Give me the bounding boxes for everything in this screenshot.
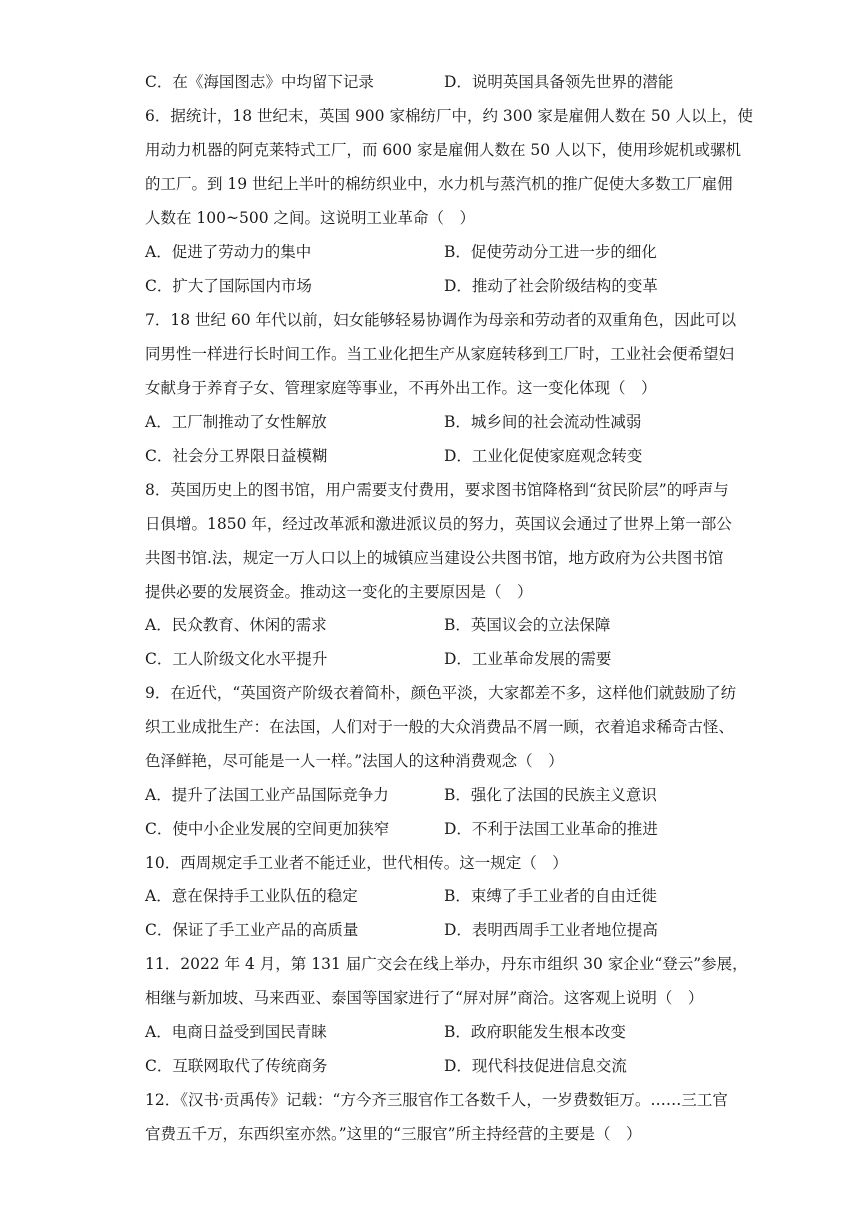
option-q6-a: A．促进了劳动力的集中 xyxy=(145,243,312,261)
option-q6-d: D．推动了社会阶级结构的变革 xyxy=(444,277,658,295)
option-q8-c: C．工人阶级文化水平提升 xyxy=(145,650,328,668)
question-9-stem-line: 织工业成批生产：在法国，人们对于一般的大众消费品不屑一顾，衣着追求稀奇古怪、 xyxy=(145,718,735,736)
option-q7-c: C．社会分工界限日益模糊 xyxy=(145,447,328,465)
option-q8-d: D．工业革命发展的需要 xyxy=(444,650,612,668)
option-q9-a: A．提升了法国工业产品国际竞争力 xyxy=(145,786,389,804)
question-8-stem-line: 日俱增。1850 年，经过改革派和激进派议员的努力，英国议会通过了世界上第一部公 xyxy=(145,515,732,533)
question-6-stem-line: 用动力机器的阿克莱特式工厂，而 600 家是雇佣人数在 50 人以下，使用珍妮机或骡机 xyxy=(145,141,742,159)
option-q5-c: C．在《海国图志》中均留下记录 xyxy=(145,73,374,91)
option-q9-d: D．不利于法国工业革命的推进 xyxy=(444,820,658,838)
option-q11-b: B．政府职能发生根本改变 xyxy=(444,1023,626,1041)
question-7-stem-line: 女献身于养育子女、管理家庭等事业，不再外出工作。这一变化体现（ ） xyxy=(145,379,657,397)
option-q10-b: B．束缚了手工业者的自由迁徙 xyxy=(444,887,657,905)
option-q8-b: B．英国议会的立法保障 xyxy=(444,616,611,634)
option-q5-d: D．说明英国具备领先世界的潜能 xyxy=(444,73,674,91)
question-9-stem-line: 色泽鲜艳，尽可能是一人一样。”法国人的这种消费观念（ ） xyxy=(145,752,564,770)
option-q7-a: A．工厂制推动了女性解放 xyxy=(145,413,327,431)
option-q10-d: D．表明西周手工业者地位提高 xyxy=(444,921,658,939)
option-q11-c: C．互联网取代了传统商务 xyxy=(145,1057,328,1075)
option-q10-a: A．意在保持手工业队伍的稳定 xyxy=(145,887,358,905)
option-q6-b: B．促使劳动分工进一步的细化 xyxy=(444,243,657,261)
option-q10-c: C．保证了手工业产品的高质量 xyxy=(145,921,359,939)
option-q8-a: A．民众教育、休闲的需求 xyxy=(145,616,327,634)
option-q7-b: B．城乡间的社会流动性减弱 xyxy=(444,413,642,431)
question-8-stem-line: 8．英国历史上的图书馆，用户需要支付费用，要求图书馆降格到“贫民阶层”的呼声与 xyxy=(145,481,729,499)
question-7-stem-line: 同男性一样进行长时间工作。当工业化把生产从家庭转移到工厂时，工业社会便希望妇 xyxy=(145,345,735,363)
question-12-stem-line: 12．《汉书·贡禹传》记载：“方今齐三服官作工各数千人，一岁费数钜万。……三工官 xyxy=(145,1091,728,1109)
option-q11-d: D．现代科技促进信息交流 xyxy=(444,1057,627,1075)
question-11-stem-line: 相继与新加坡、马来西亚、泰国等国家进行了“屏对屏”商洽。这客观上说明（ ） xyxy=(145,989,704,1007)
question-6-stem-line: 人数在 100~500 之间。这说明工业革命（ ） xyxy=(145,209,476,227)
option-q9-b: B．强化了法国的民族主义意识 xyxy=(444,786,657,804)
question-6-stem-line: 的工厂。到 19 世纪上半叶的棉纺织业中，水力机与蒸汽机的推广促使大多数工厂雇佣 xyxy=(145,175,733,193)
option-q7-d: D．工业化促使家庭观念转变 xyxy=(444,447,643,465)
option-q9-c: C．使中小企业发展的空间更加狭窄 xyxy=(145,820,390,838)
question-11-stem-line: 11．2022 年 4 月，第 131 届广交会在线上举办，丹东市组织 30 家企业“登云”参展， xyxy=(145,955,748,973)
question-8-stem-line: 共图书馆.法，规定一万人口以上的城镇应当建设公共图书馆，地方政府为公共图书馆 xyxy=(145,549,724,567)
question-7-stem-line: 7．18 世纪 60 年代以前，妇女能够轻易协调作为母亲和劳动者的双重角色，因此可以 xyxy=(145,311,737,329)
question-12-stem-line: 官费五千万，东西织室亦然。”这里的“三服官”所主持经营的主要是（ ） xyxy=(145,1125,642,1143)
option-q11-a: A．电商日益受到国民青睐 xyxy=(145,1023,327,1041)
question-9-stem-line: 9．在近代，“英国资产阶级衣着简朴，颜色平淡，大家都差不多，这样他们就鼓励了纺 xyxy=(145,684,737,702)
option-q6-c: C．扩大了国际国内市场 xyxy=(145,277,312,295)
question-10-stem-line: 10．西周规定手工业者不能迁业，世代相传。这一规定（ ） xyxy=(145,854,568,872)
question-8-stem-line: 提供必要的发展资金。推动这一变化的主要原因是（ ） xyxy=(145,583,533,601)
question-6-stem-line: 6．据统计，18 世纪末，英国 900 家棉纺厂中，约 300 家是雇佣人数在 50 人以上，使 xyxy=(145,107,753,125)
